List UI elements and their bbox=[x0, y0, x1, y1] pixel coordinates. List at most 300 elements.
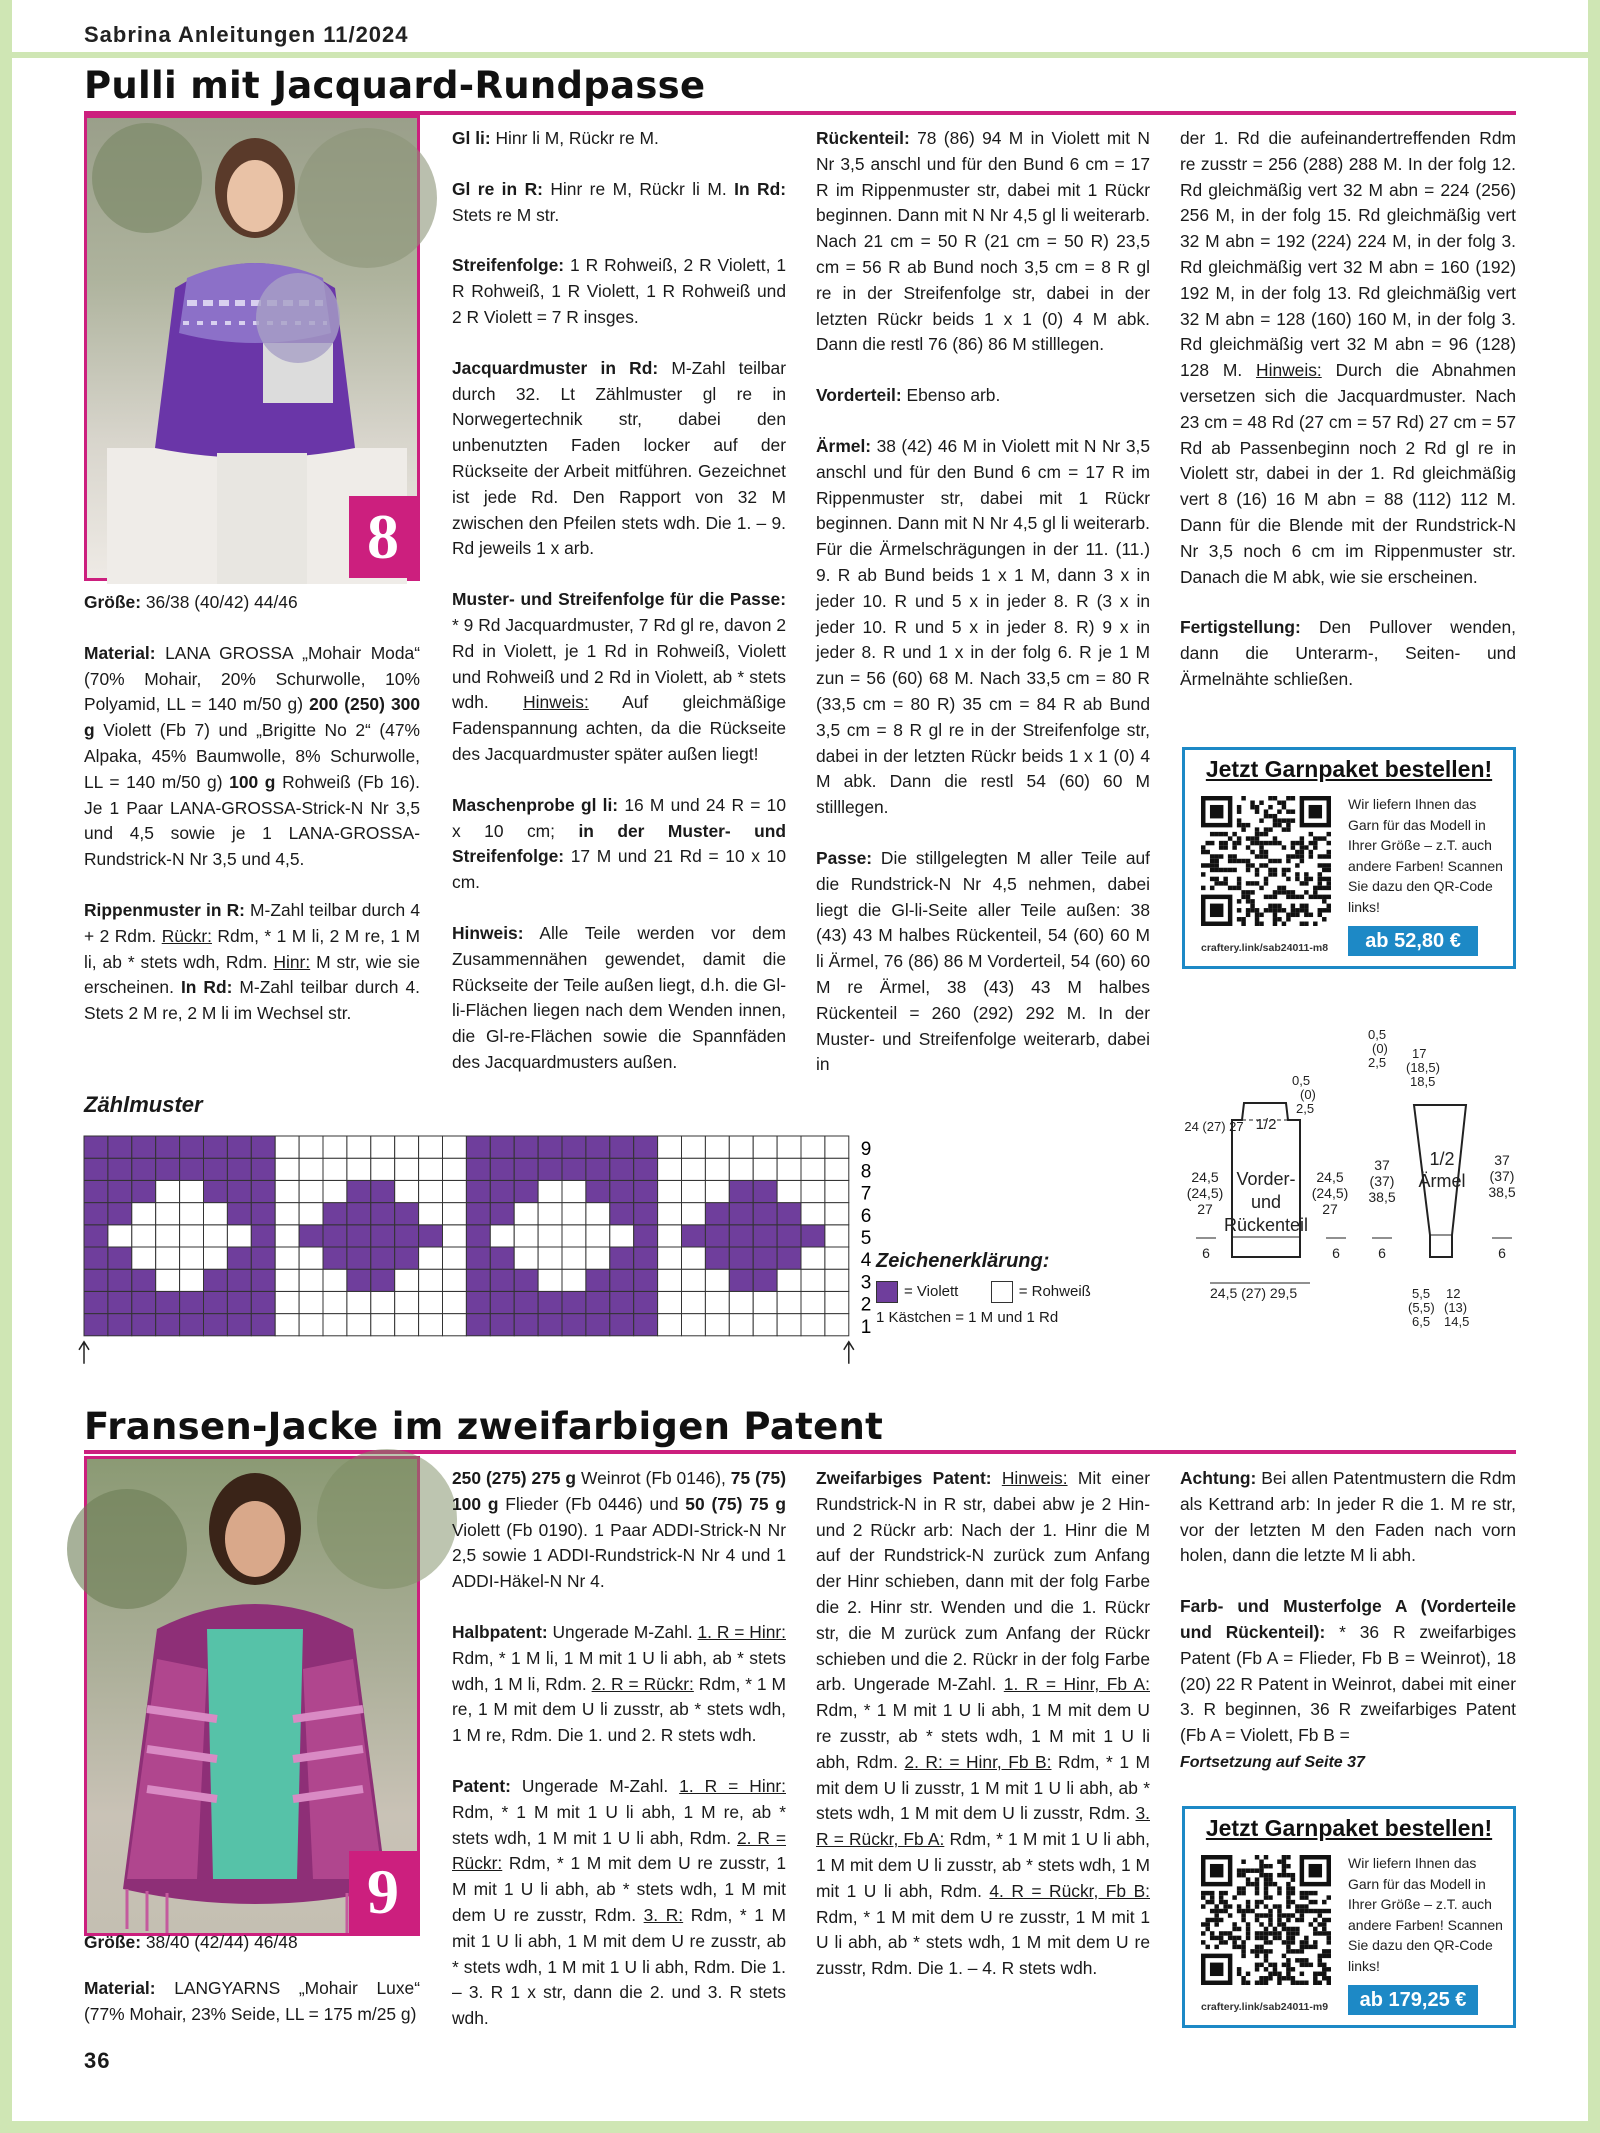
text-patent-u1: 1. R = Hinr: bbox=[679, 1775, 786, 1796]
chart-cell bbox=[323, 1314, 347, 1336]
sleeve-schematic bbox=[1368, 1027, 1516, 1329]
text-patent-2: Rdm, * 1 M mit 1 U li abh, 1 M re, ab * stets wdh, 1 M mit 1 U li abh, Rdm. bbox=[452, 1801, 786, 1848]
chart-cell bbox=[514, 1314, 538, 1336]
sleeve-side-left-3: 38,5 bbox=[1368, 1189, 1396, 1205]
chart-cell bbox=[729, 1180, 753, 1202]
chart-cell bbox=[777, 1314, 801, 1336]
chart-cell bbox=[658, 1180, 682, 1202]
chart-cell bbox=[562, 1180, 586, 1202]
chart-row-label: 5 bbox=[860, 1228, 872, 1249]
body-bund-right: 6 bbox=[1332, 1245, 1340, 1261]
promo-price-badge-2[interactable]: ab 179,25 € bbox=[1348, 1985, 1478, 2015]
chart-cell bbox=[705, 1291, 729, 1313]
text-gl-re-1: Hinr re M, Rückr li M. bbox=[542, 178, 735, 199]
garnpaket-promo-2[interactable] bbox=[1182, 1806, 1516, 2028]
label-hinweis: Hinweis: bbox=[452, 922, 524, 943]
chart-cell bbox=[443, 1136, 467, 1158]
label-halbpatent: Halbpatent: bbox=[452, 1621, 548, 1642]
chart-cell bbox=[562, 1136, 586, 1158]
chart-row-label: 4 bbox=[860, 1250, 872, 1272]
chart-cell bbox=[84, 1136, 108, 1158]
chart-row-label: 7 bbox=[860, 1183, 872, 1205]
chart-cell bbox=[514, 1225, 538, 1247]
chart-cell bbox=[323, 1158, 347, 1180]
chart-cell bbox=[538, 1225, 562, 1247]
chart-cell bbox=[275, 1314, 299, 1336]
chart-cell bbox=[634, 1247, 658, 1269]
chart-cell bbox=[538, 1291, 562, 1313]
chart-cell bbox=[419, 1269, 443, 1291]
sleeve-bottom-left-2: (5,5) bbox=[1408, 1300, 1435, 1315]
text-farbfolge: * 36 R zweifarbiges Patent (Fb A = Flieder, Fb B = Weinrot), 18 (20) 22 R Patent in Weinrot, dabei mit einer 3. R beginnen, 36 R zweifarbiges Patent (Fb A = Violett, Fb B = bbox=[1180, 1621, 1517, 1746]
chart-cell bbox=[419, 1247, 443, 1269]
chart-cell bbox=[562, 1314, 586, 1336]
chart-cell bbox=[466, 1180, 490, 1202]
chart-cell bbox=[610, 1247, 634, 1269]
chart-cell bbox=[801, 1225, 825, 1247]
text-passe-cont-1: der 1. Rd die aufeinandertreffenden Rdm re zusstr = 256 (288) 288 M. In der folg 12. Rd gleichmäßig vert 32 M abn = 224 (256) 256 M, in der folg 15. Rd gleichmäßig vert 32 M abn = 192 (224) 224 M, in der folg 3. Rd gleichmäßig vert 32 M abn = 160 (192) 192 M, in der folg 13. Rd gleichmäßig vert 32 M abn = 128 (160) 160 M, in der folg 3. Rd gleichmäßig vert 32 M abn = 96 (128) 128 M. bbox=[1180, 128, 1516, 381]
chart-cell bbox=[586, 1247, 610, 1269]
chart-cell bbox=[371, 1158, 395, 1180]
qr-code-icon[interactable] bbox=[1201, 796, 1331, 926]
chart-cell bbox=[275, 1247, 299, 1269]
chart-cell bbox=[251, 1269, 275, 1291]
chart-cell bbox=[275, 1225, 299, 1247]
chart-cell bbox=[204, 1291, 228, 1313]
text-halb-1: Ungerade M-Zahl. bbox=[547, 1621, 698, 1642]
chart-cell bbox=[108, 1269, 132, 1291]
chart-cell bbox=[801, 1247, 825, 1269]
column-2b bbox=[452, 1466, 786, 2057]
chart-cell bbox=[514, 1203, 538, 1225]
chart-cell bbox=[682, 1203, 706, 1225]
chart-cell bbox=[395, 1158, 419, 1180]
chart-cell bbox=[490, 1247, 514, 1269]
chart-cell bbox=[586, 1158, 610, 1180]
chart-cell bbox=[490, 1203, 514, 1225]
sleeve-top-small-1: 0,5 bbox=[1368, 1027, 1387, 1042]
text-rippen-rueckr: Rückr: bbox=[161, 925, 212, 946]
label-aermel: Ärmel: bbox=[816, 435, 872, 456]
chart-cell bbox=[443, 1314, 467, 1336]
sleeve-side-right-2: (37) bbox=[1489, 1168, 1515, 1184]
chart-cell bbox=[204, 1180, 228, 1202]
chart-cell bbox=[538, 1180, 562, 1202]
body-shoulder-3: 2,5 bbox=[1296, 1101, 1315, 1116]
chart-cell bbox=[132, 1247, 156, 1269]
chart-cell bbox=[180, 1247, 204, 1269]
chart-row-label: 3 bbox=[860, 1272, 872, 1294]
chart-cell bbox=[729, 1291, 753, 1313]
chart-cell bbox=[729, 1203, 753, 1225]
text-mat2-1: Weinrot (Fb 0146), bbox=[576, 1468, 731, 1488]
chart-cell bbox=[658, 1158, 682, 1180]
body-top-width: 24 (27) 27 bbox=[1184, 1119, 1244, 1134]
body-side-right-1: 24,5 bbox=[1316, 1169, 1344, 1185]
chart-cell bbox=[156, 1180, 180, 1202]
text-patent-u2: 2. R = Rückr: bbox=[452, 1827, 786, 1874]
chart-cell bbox=[275, 1203, 299, 1225]
body-side-left-2: (24,5) bbox=[1186, 1185, 1224, 1201]
chart-cell bbox=[634, 1136, 658, 1158]
chart-cell bbox=[108, 1291, 132, 1313]
legend bbox=[876, 1250, 1091, 1326]
chart-cell bbox=[658, 1136, 682, 1158]
chart-cell bbox=[801, 1269, 825, 1291]
body-label-4: Rückenteil bbox=[1223, 1215, 1309, 1235]
sleeve-bund-left: 6 bbox=[1378, 1245, 1386, 1261]
chart-cell bbox=[705, 1203, 729, 1225]
text-material-3: Rohweiß (Fb 16). Je 1 Paar LANA-GROSSA-Strick-N Nr 3,5 und 4,5 sowie je 1 LANA-GROSSA-Rundstrick-N Nr 3,5 und 4,5. bbox=[84, 771, 421, 870]
chart-cell bbox=[84, 1247, 108, 1269]
chart-cell bbox=[682, 1225, 706, 1247]
chart-cell bbox=[490, 1225, 514, 1247]
chart-cell bbox=[347, 1291, 371, 1313]
chart-cell bbox=[299, 1158, 323, 1180]
promo-link-2[interactable]: craftery.link/sab24011-m9 bbox=[1201, 2001, 1329, 2013]
page-number: 36 bbox=[84, 2048, 111, 2073]
chart-cell bbox=[610, 1314, 634, 1336]
chart-cell bbox=[777, 1247, 801, 1269]
chart-cell bbox=[419, 1314, 443, 1336]
chart-cell bbox=[514, 1136, 538, 1158]
chart-cell bbox=[299, 1180, 323, 1202]
text-rippen-1: M-Zahl teilbar durch 4 + 2 Rdm. bbox=[84, 899, 420, 946]
chart-cell bbox=[347, 1314, 371, 1336]
chart-cell bbox=[371, 1291, 395, 1313]
chart-cell bbox=[227, 1247, 251, 1269]
text-zwei-4: Rdm, * 1 M mit 1 U li abh, 1 M mit dem U li zusstr, ab * stets wdh, 1 M mit 1 U li abh, Rdm. bbox=[816, 1829, 1150, 1901]
chart-cell bbox=[514, 1180, 538, 1202]
text-zwei-u1: Hinweis: bbox=[1001, 1468, 1068, 1488]
text-material-amount-2: 100 g bbox=[229, 771, 276, 792]
chart-cell bbox=[132, 1269, 156, 1291]
label-vorderteil: Vorderteil: bbox=[816, 385, 902, 406]
title-rule-2 bbox=[84, 1450, 1516, 1454]
chart-cell bbox=[634, 1225, 658, 1247]
chart-cell bbox=[347, 1203, 371, 1225]
chart-cell bbox=[538, 1269, 562, 1291]
chart-cell bbox=[801, 1180, 825, 1202]
chart-cell bbox=[801, 1136, 825, 1158]
text-mat2-3: Violett (Fb 0190). 1 Paar ADDI-Strick-N Nr 2,5 sowie 1 ADDI-Rundstrick-N Nr 4 und 1 ADDI-Häkel-N Nr 4. bbox=[452, 1519, 786, 1592]
text-material-2a: LANGYARNS „Mohair Luxe“ (77% Mohair, 23% Seide, LL = 175 m/25 g) bbox=[84, 1977, 420, 2024]
body-label-1: 1/2 bbox=[1255, 1116, 1277, 1133]
chart-cell bbox=[801, 1291, 825, 1313]
chart-cell bbox=[634, 1203, 658, 1225]
label-fertigstellung: Fertigstellung: bbox=[1180, 617, 1301, 638]
chart-cell bbox=[514, 1247, 538, 1269]
chart-cell bbox=[825, 1291, 849, 1313]
chart-cell bbox=[132, 1136, 156, 1158]
text-groesse-2: 38/40 (42/44) 46/48 bbox=[141, 1932, 298, 1952]
chart-cell bbox=[777, 1269, 801, 1291]
chart-cell bbox=[586, 1225, 610, 1247]
chart-cell bbox=[753, 1158, 777, 1180]
chart-cell bbox=[395, 1136, 419, 1158]
chart-cell bbox=[682, 1269, 706, 1291]
chart-cell bbox=[825, 1158, 849, 1180]
chart-cell bbox=[610, 1225, 634, 1247]
text-zwei-u4: 3. R = Rückr, Fb A: bbox=[816, 1803, 1150, 1850]
chart-cell bbox=[299, 1247, 323, 1269]
chart-cell bbox=[705, 1269, 729, 1291]
chart-cell bbox=[204, 1158, 228, 1180]
promo-link[interactable]: craftery.link/sab24011-m8 bbox=[1201, 942, 1329, 954]
sleeve-side-left-2: (37) bbox=[1369, 1173, 1395, 1189]
chart-cell bbox=[658, 1269, 682, 1291]
chart-cell bbox=[323, 1269, 347, 1291]
label-passe: Passe: bbox=[816, 847, 873, 868]
chart-cell bbox=[562, 1158, 586, 1180]
sleeve-top-small-3: 2,5 bbox=[1368, 1055, 1387, 1070]
chart-cell bbox=[753, 1136, 777, 1158]
chart-cell bbox=[466, 1203, 490, 1225]
text-zwei-3: Rdm, * 1 M mit dem U li zusstr, 1 M mit 1 U li abh, ab * stets wdh, 1 M mit dem U li zusstr, Rdm. bbox=[816, 1751, 1151, 1824]
chart-cell bbox=[658, 1291, 682, 1313]
chart-cell bbox=[419, 1203, 443, 1225]
chart-cell bbox=[490, 1314, 514, 1336]
chart-cell bbox=[251, 1203, 275, 1225]
chart-cell bbox=[514, 1291, 538, 1313]
text-material-2: Violett (Fb 7) und „Brigitte No 2“ (47% Alpaka, 45% Baumwolle, 8% Schurwolle, LL = 140 m/50 g) bbox=[84, 720, 420, 792]
chart-cell bbox=[705, 1158, 729, 1180]
chart-cell bbox=[227, 1269, 251, 1291]
body-shoulder-2: (0) bbox=[1300, 1087, 1316, 1102]
body-side-right-2: (24,5) bbox=[1311, 1185, 1349, 1201]
legend-swatch-rohweiss bbox=[991, 1281, 1013, 1303]
chart-cell bbox=[180, 1314, 204, 1336]
text-mat2-amount-1: 250 (275) 275 g bbox=[452, 1468, 577, 1488]
text-fertigstellung: Den Pullover wenden, dann die Unterarm-, Seiten- und Ärmelnähte schließen. bbox=[1180, 617, 1516, 689]
chart-cell bbox=[180, 1269, 204, 1291]
qr-code-icon[interactable] bbox=[1201, 1855, 1331, 1985]
chart-cell bbox=[371, 1136, 395, 1158]
chart-cell bbox=[395, 1269, 419, 1291]
chart-cell bbox=[227, 1180, 251, 1202]
chart-cell bbox=[466, 1158, 490, 1180]
chart-cell bbox=[227, 1158, 251, 1180]
text-musterfolge-1: * 9 Rd Jacquardmuster, 7 Rd gl re, davon 2 Rd in Violett, je 1 Rd in Rohweiß, Violett und Rohweiß und 2 Rd in Violett, ab * stets wdh. bbox=[452, 614, 786, 713]
chart-cell bbox=[108, 1180, 132, 1202]
chart-cell bbox=[466, 1247, 490, 1269]
text-maschenprobe-bold: in der Muster- und Streifenfolge: bbox=[452, 820, 786, 867]
chart-cell bbox=[204, 1203, 228, 1225]
chart-cell bbox=[132, 1180, 156, 1202]
chart-cell bbox=[753, 1291, 777, 1313]
chart-cell bbox=[610, 1269, 634, 1291]
sleeve-side-left-1: 37 bbox=[1374, 1157, 1390, 1173]
chart-cell bbox=[108, 1158, 132, 1180]
chart-cell bbox=[227, 1225, 251, 1247]
chart-cell bbox=[490, 1180, 514, 1202]
label-patent: Patent: bbox=[452, 1775, 511, 1796]
chart-cell bbox=[443, 1247, 467, 1269]
chart-cell bbox=[347, 1158, 371, 1180]
chart-cell bbox=[132, 1225, 156, 1247]
chart-cell bbox=[753, 1247, 777, 1269]
label-musterfolge-passe: Muster- und Streifenfolge für die Passe: bbox=[452, 589, 786, 610]
chart-row-label: 6 bbox=[860, 1205, 872, 1227]
sleeve-label-1: 1/2 bbox=[1429, 1149, 1455, 1169]
chart-cell bbox=[682, 1158, 706, 1180]
label-maschenprobe: Maschenprobe gl li: bbox=[452, 794, 619, 815]
chart-cell bbox=[443, 1291, 467, 1313]
chart-cell bbox=[299, 1203, 323, 1225]
chart-cell bbox=[84, 1291, 108, 1313]
chart-cell bbox=[371, 1203, 395, 1225]
chart-cell bbox=[347, 1180, 371, 1202]
text-maschenprobe-1: 16 M und 24 R = 10 x 10 cm; bbox=[452, 794, 786, 841]
chart-cell bbox=[84, 1225, 108, 1247]
text-zwei-5: Rdm, * 1 M mit dem U re zusstr, 1 M mit 1 U li abh, ab * stets wdh, 1 M mit dem U re zusstr, Rdm. Die 1. – 4. R stets wdh. bbox=[816, 1906, 1150, 1979]
label-streifenfolge: Streifenfolge: bbox=[452, 255, 565, 276]
chart-cell bbox=[801, 1203, 825, 1225]
column-1b bbox=[84, 1930, 420, 2052]
chart-cell bbox=[347, 1247, 371, 1269]
chart-cell bbox=[323, 1247, 347, 1269]
chart-cell bbox=[729, 1225, 753, 1247]
chart-cell bbox=[490, 1291, 514, 1313]
sleeve-bottom-left-1: 5,5 bbox=[1412, 1286, 1431, 1301]
label-farbfolge: Farb- und Musterfolge A (Vorderteile und Rückenteil): bbox=[1180, 1596, 1516, 1642]
chart-cell bbox=[443, 1269, 467, 1291]
sleeve-side-right-3: 38,5 bbox=[1488, 1184, 1516, 1200]
chart-cell bbox=[395, 1314, 419, 1336]
sleeve-bottom-left-3: 6,5 bbox=[1412, 1314, 1431, 1329]
chart-cell bbox=[84, 1269, 108, 1291]
chart-cell bbox=[777, 1291, 801, 1313]
chart-cell bbox=[299, 1269, 323, 1291]
photo-pulli bbox=[84, 115, 420, 581]
text-rippen-in-rd: In Rd: bbox=[180, 977, 233, 998]
chart-cell bbox=[299, 1291, 323, 1313]
chart-cell bbox=[84, 1314, 108, 1336]
text-patent-4: Rdm, * 1 M mit 1 U li abh, 1 M mit dem U re zusstr, ab * stets wdh, 1 M mit 1 U li abh, Rdm. Die 1. – 3. R 1 x str, dann die 2. und 3. R stets wdh. bbox=[452, 1904, 786, 2029]
chart-cell bbox=[466, 1136, 490, 1158]
chart-cell bbox=[682, 1247, 706, 1269]
label-zweifarbig: Zweifarbiges Patent: bbox=[816, 1468, 992, 1488]
label-gl-li: Gl li: bbox=[452, 128, 491, 148]
chart-cell bbox=[251, 1225, 275, 1247]
chart-cell bbox=[562, 1291, 586, 1313]
text-passe-hinweis: Hinweis: bbox=[1256, 360, 1322, 381]
promo-price-badge[interactable]: ab 52,80 € bbox=[1348, 926, 1478, 956]
chart-cell bbox=[180, 1291, 204, 1313]
photo-jacke bbox=[84, 1456, 420, 1936]
sleeve-bund-right: 6 bbox=[1498, 1245, 1506, 1261]
chart-cell bbox=[586, 1314, 610, 1336]
chart-cell bbox=[634, 1291, 658, 1313]
text-passe-cont-2: Durch die Abnahmen versetzen sich die Jacquardmuster. Nach 23 cm = 48 Rd (27 cm = 57 Rd) 27 cm = 57 Rd ab Passenbeginn noch 2 Rd gl re in Violett str, dabei in der 1. Rd gleichmäßig vert 8 (16) 16 M abn = 88 (112) 112 M. Dann für die Blende mit der Rundstrick-N Nr 3,5 noch 6 cm im Rippenmuster str. Danach die M abk, wie sie erscheinen. bbox=[1180, 360, 1517, 587]
chart-cell bbox=[156, 1203, 180, 1225]
chart-cell bbox=[538, 1203, 562, 1225]
text-gl-li: Hinr li M, Rückr re M. bbox=[490, 128, 659, 148]
text-zwei-u5: 4. R = Rückr, Fb B: bbox=[989, 1880, 1150, 1901]
chart-cell bbox=[323, 1136, 347, 1158]
text-zwei-u3: 2. R: = Hinr, Fb B: bbox=[904, 1751, 1052, 1772]
chart-row-label: 8 bbox=[860, 1161, 872, 1183]
schematic-diagrams bbox=[1150, 1025, 1520, 1345]
chart-cell bbox=[705, 1247, 729, 1269]
chart-cell bbox=[419, 1291, 443, 1313]
text-patent-u3: 3. R: bbox=[643, 1904, 684, 1925]
chart-cell bbox=[562, 1225, 586, 1247]
chart-cell bbox=[610, 1158, 634, 1180]
chart-cell bbox=[251, 1158, 275, 1180]
chart-cell bbox=[490, 1269, 514, 1291]
chart-label-zaehlmuster: Zählmuster bbox=[84, 1092, 203, 1117]
text-fortsetzung: Fortsetzung auf Seite 37 bbox=[1180, 1753, 1365, 1771]
chart-cell bbox=[84, 1203, 108, 1225]
chart-cell bbox=[753, 1180, 777, 1202]
chart-cell bbox=[275, 1269, 299, 1291]
chart-cell bbox=[251, 1314, 275, 1336]
chart-cell bbox=[682, 1136, 706, 1158]
chart-cell bbox=[395, 1291, 419, 1313]
text-maschenprobe-2: 17 M und 21 Rd = 10 x 10 cm. bbox=[452, 846, 786, 893]
garnpaket-promo-1[interactable] bbox=[1182, 747, 1516, 969]
text-rueckenteil: 78 (86) 94 M in Violett mit N Nr 3,5 anschl und für den Bund 6 cm = 17 R im Rippenmuster str, dabei mit 1 Rückr beginnen. Dann mit N Nr 4,5 gl li weiterarb. Nach 21 cm = 50 R (21 cm = 50 R) 23,5 cm = 56 R ab Bund noch 3,5 cm = 8 R gl re in der Streifenfolge str, dabei in der letzten Rückr beids 1 x 1 (0) 4 M abk. Dann die restl 76 (86) 86 M stilllegen. bbox=[816, 128, 1150, 355]
chart-row-label: 9 bbox=[860, 1139, 872, 1161]
text-zwei-2: Rdm, * 1 M mit 1 U li abh, 1 M mit dem U re zusstr, ab * stets wdh, 1 M mit 1 U li abh, Rdm. bbox=[816, 1700, 1150, 1772]
chart-cell bbox=[610, 1291, 634, 1313]
chart-cell bbox=[634, 1269, 658, 1291]
chart-cell bbox=[156, 1225, 180, 1247]
chart-cell bbox=[825, 1269, 849, 1291]
chart-cell bbox=[490, 1136, 514, 1158]
text-vorderteil: Ebenso arb. bbox=[901, 385, 1001, 406]
label-material-2: Material: bbox=[84, 1977, 156, 1998]
column-4b bbox=[1180, 1466, 1516, 1801]
text-mat2-amount-3: 50 (75) 75 g bbox=[685, 1493, 786, 1514]
text-jacquardmuster: M-Zahl teilbar durch 32. Lt Zählmuster gl re in Norwegertechnik str, dabei den unbenutzten Faden locker auf der Rückseite der Arbeit mitführen. Gezeichnet ist jede Rd. Den Rapport von 32 M zwischen den Pfeilen stets wdh. Die 1. – 9. Rd jeweils 1 x arb. bbox=[452, 357, 787, 559]
zaehlmuster-grid bbox=[84, 1122, 872, 1367]
text-aermel: 38 (42) 46 M in Violett mit N Nr 3,5 anschl und für den Bund 6 cm = 17 R im Rippenmuster str, dabei mit 1 Rückr beginnen. Dann mit N Nr 4,5 gl li weiterarb. Für die Ärmelschrägungen in der 11. (11.) 9. R ab Bund beids 1 x 1 M, dann 3 x in jeder 10. R und 5 x in jeder 8. R (3 x in jeder 10. R und 5 x in jeder 8. R) 9 x in jeder 8. R und 1 x in der folg 6. R je 1 M zun = 56 (60) 68 M. Nach 33,5 cm = 80 R (33,5 cm = 80 R) 35 cm = 84 R ab Bund 3,5 cm = 8 R gl re in der Streifenfolge str, dabei in der letzten Rückr beids 1 x 1 (0) 4 M abk. Dann die restl 54 (60) 60 M stilllegen. bbox=[816, 435, 1150, 818]
text-halb-3: Rdm, * 1 M re, 1 M mit dem U li zusstr, ab * stets wdh, 1 M re, Rdm. Die 1. und 2. R stets wdh. bbox=[452, 1673, 786, 1746]
chart-cell bbox=[514, 1158, 538, 1180]
sleeve-top-3: 18,5 bbox=[1410, 1074, 1436, 1089]
text-passe: Die stillgelegten M aller Teile auf die Rundstrick-N Nr 4,5 nehmen, dabei liegt die Gl-li-Seite aller Teile außen: 38 (43) 43 M halbes Rückenteil, 54 (60) 60 M li Ärmel, 76 (86) 86 M Vorderteil, 54 (60) 60 M re Ärmel, 38 (43) 43 M halbes Rückenteil = 260 (292) 292 M. In der Muster- und Streifenfolge weiterarb, dabei in bbox=[816, 847, 1150, 1075]
text-halb-u2: 2. R = Rückr: bbox=[591, 1673, 694, 1694]
chart-cell bbox=[251, 1247, 275, 1269]
chart-cell bbox=[180, 1203, 204, 1225]
running-head: Sabrina Anleitungen 11/2024 bbox=[84, 22, 409, 47]
chart-cell bbox=[634, 1314, 658, 1336]
sleeve-top-2: (18,5) bbox=[1406, 1060, 1440, 1075]
chart-cell bbox=[729, 1314, 753, 1336]
label-rueckenteil: Rückenteil: bbox=[816, 128, 910, 148]
chart-cell bbox=[562, 1247, 586, 1269]
text-streifenfolge: 1 R Rohweiß, 2 R Violett, 1 R Rohweiß, 1 R Violett, 1 R Rohweiß und 2 R Violett = 7 R insges. bbox=[452, 255, 786, 327]
sleeve-side-right-1: 37 bbox=[1494, 1152, 1510, 1168]
chart-cell bbox=[538, 1247, 562, 1269]
chart-cell bbox=[682, 1291, 706, 1313]
chart-cell bbox=[395, 1247, 419, 1269]
chart-cell bbox=[299, 1314, 323, 1336]
chart-cell bbox=[586, 1291, 610, 1313]
chart-cell bbox=[108, 1314, 132, 1336]
chart-cell bbox=[132, 1158, 156, 1180]
text-halb-u1: 1. R = Hinr: bbox=[697, 1621, 786, 1642]
chart-cell bbox=[729, 1158, 753, 1180]
text-musterfolge-2: Auf gleichmäßige Fadenspannung achten, da die Rückseite des Jacquardmuster später außen liegt! bbox=[452, 692, 786, 764]
chart-row-label: 1 bbox=[860, 1316, 872, 1338]
chart-cell bbox=[562, 1269, 586, 1291]
chart-cell bbox=[180, 1225, 204, 1247]
legend-title: Zeichenerklärung: bbox=[876, 1250, 1050, 1272]
chart-cell bbox=[729, 1247, 753, 1269]
